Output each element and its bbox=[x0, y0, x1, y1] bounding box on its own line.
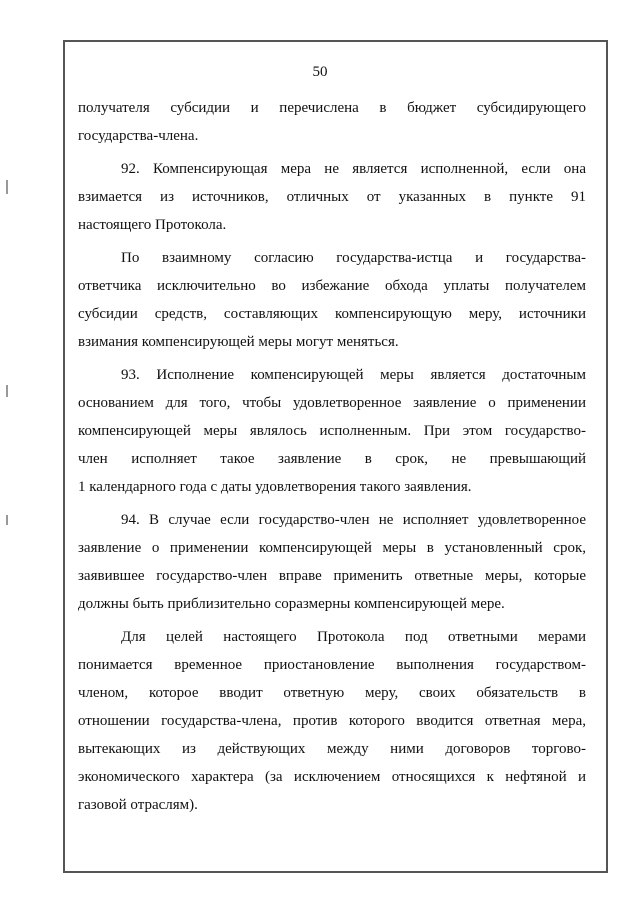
text-line: газовой отраслям). bbox=[78, 797, 198, 813]
text-line: понимается временное приостановление выполнения государством- bbox=[78, 657, 586, 673]
scan-margin-mark bbox=[6, 515, 8, 525]
text-line: взимается из источников, отличных от указанных в пункте 91 bbox=[78, 189, 586, 205]
text-line: отношении государства-члена, против которого вводится ответная мера, bbox=[78, 713, 586, 729]
text-line: субсидии средств, составляющих компенсирующую меру, источники bbox=[78, 306, 586, 322]
text-line: заявившее государство-член вправе применить ответные меры, которые bbox=[78, 568, 586, 584]
text-line: экономического характера (за исключением относящихся к нефтяной и bbox=[78, 769, 586, 785]
text-line: должны быть приблизительно соразмерны компенсирующей мере. bbox=[78, 596, 505, 612]
paragraph bbox=[78, 155, 586, 239]
document-body bbox=[78, 94, 586, 819]
text-line: 94. В случае если государство-член не исполняет удовлетворенное bbox=[121, 512, 586, 528]
text-line: основанием для того, чтобы удовлетворенное заявление о применении bbox=[78, 395, 586, 411]
scan-margin-mark bbox=[6, 180, 8, 194]
text-line: членом, которое вводит ответную меру, своих обязательств в bbox=[78, 685, 586, 701]
paragraph bbox=[78, 361, 586, 501]
text-line: заявление о применении компенсирующей меры в установленный срок, bbox=[78, 540, 586, 556]
text-line: государства-члена. bbox=[78, 128, 199, 144]
text-line: 93. Исполнение компенсирующей меры является достаточным bbox=[121, 367, 586, 383]
text-line: настоящего Протокола. bbox=[78, 217, 227, 233]
page-number: 50 bbox=[312, 64, 328, 80]
paragraph bbox=[78, 623, 586, 819]
text-line: По взаимному согласию государства-истца и государства- bbox=[121, 250, 586, 266]
scan-margin-mark bbox=[6, 385, 8, 397]
text-line: ответчика исключительно во избежание обхода уплаты получателем bbox=[78, 278, 586, 294]
paragraph bbox=[78, 94, 586, 150]
paragraph bbox=[78, 244, 586, 356]
text-line: 1 календарного года с даты удовлетворения такого заявления. bbox=[78, 479, 472, 495]
paragraph bbox=[78, 506, 586, 618]
text-line: получателя субсидии и перечислена в бюджет субсидирующего bbox=[78, 100, 586, 116]
text-line: член исполняет такое заявление в срок, не превышающий bbox=[78, 451, 586, 467]
text-line: вытекающих из действующих между ними договоров торгово- bbox=[78, 741, 586, 757]
text-line: взимания компенсирующей меры могут меняться. bbox=[78, 334, 399, 350]
text-line: 92. Компенсирующая мера не является исполненной, если она bbox=[121, 161, 586, 177]
text-line: компенсирующей меры являлось исполненным. При этом государство- bbox=[78, 423, 586, 439]
text-line: Для целей настоящего Протокола под ответными мерами bbox=[121, 629, 586, 645]
